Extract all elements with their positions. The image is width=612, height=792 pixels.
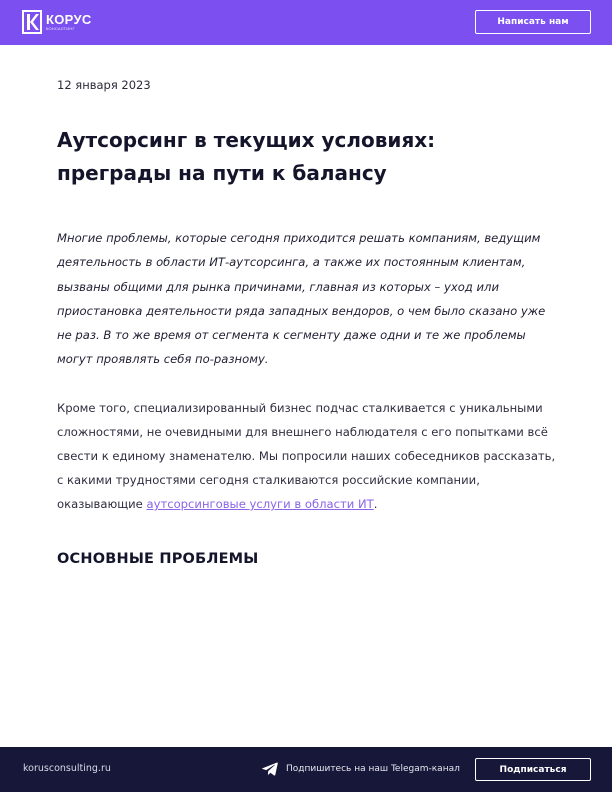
logo-subtitle: КОНСАЛТИНГ xyxy=(46,26,75,31)
outsourcing-services-link[interactable]: аутсорсинговые услуги в области ИТ xyxy=(146,497,374,511)
article-date: 12 января 2023 xyxy=(57,78,151,92)
korus-logo-icon xyxy=(22,10,42,34)
korus-logo[interactable] xyxy=(22,10,92,34)
article-body-paragraph xyxy=(57,396,557,516)
telegram-subscribe-text[interactable]: Подпишитесь на наш Telegam-канал xyxy=(286,764,460,774)
top-header xyxy=(0,0,612,45)
telegram-icon[interactable] xyxy=(262,762,278,776)
footer-site-link[interactable]: korusconsulting.ru xyxy=(23,763,111,774)
section-heading: ОСНОВНЫЕ ПРОБЛЕМЫ xyxy=(57,551,259,567)
article-title xyxy=(57,124,557,190)
article-lead-paragraph: Многие проблемы, которые сегодня приходится решать компаниям, ведущим деятельность в области ИТ-аутсорсинга, а также их постоянным клиентам, вызваны общими для рынка причинами, главная из которых – уход или приостановка деятельности ряда западных вендоров, о чем было сказано уже не раз. В то же время от сегмента к сегменту даже одни и те же проблемы могут проявлять себя по-разному. xyxy=(57,231,546,367)
contact-us-button[interactable]: Написать нам xyxy=(475,10,591,34)
article-title-line-2: преграды на пути к балансу xyxy=(57,161,387,185)
article-title-line-1: Аутсорсинг в текущих условиях: xyxy=(57,128,436,152)
body-text-after-link: . xyxy=(373,497,378,511)
logo-wordmark: КОРУС xyxy=(46,12,92,27)
bottom-footer xyxy=(0,747,612,792)
subscribe-button[interactable]: Подписаться xyxy=(475,758,591,781)
body-text-before-link: Кроме того, специализированный бизнес подчас сталкивается с уникальными сложностями, не очевидными для внешнего наблюдателя с его попытками всё свести к единому знаменателю. Мы попросили наших собеседников рассказать, с какими трудностями сегодня сталкиваются российские компании, оказывающие xyxy=(57,401,556,511)
